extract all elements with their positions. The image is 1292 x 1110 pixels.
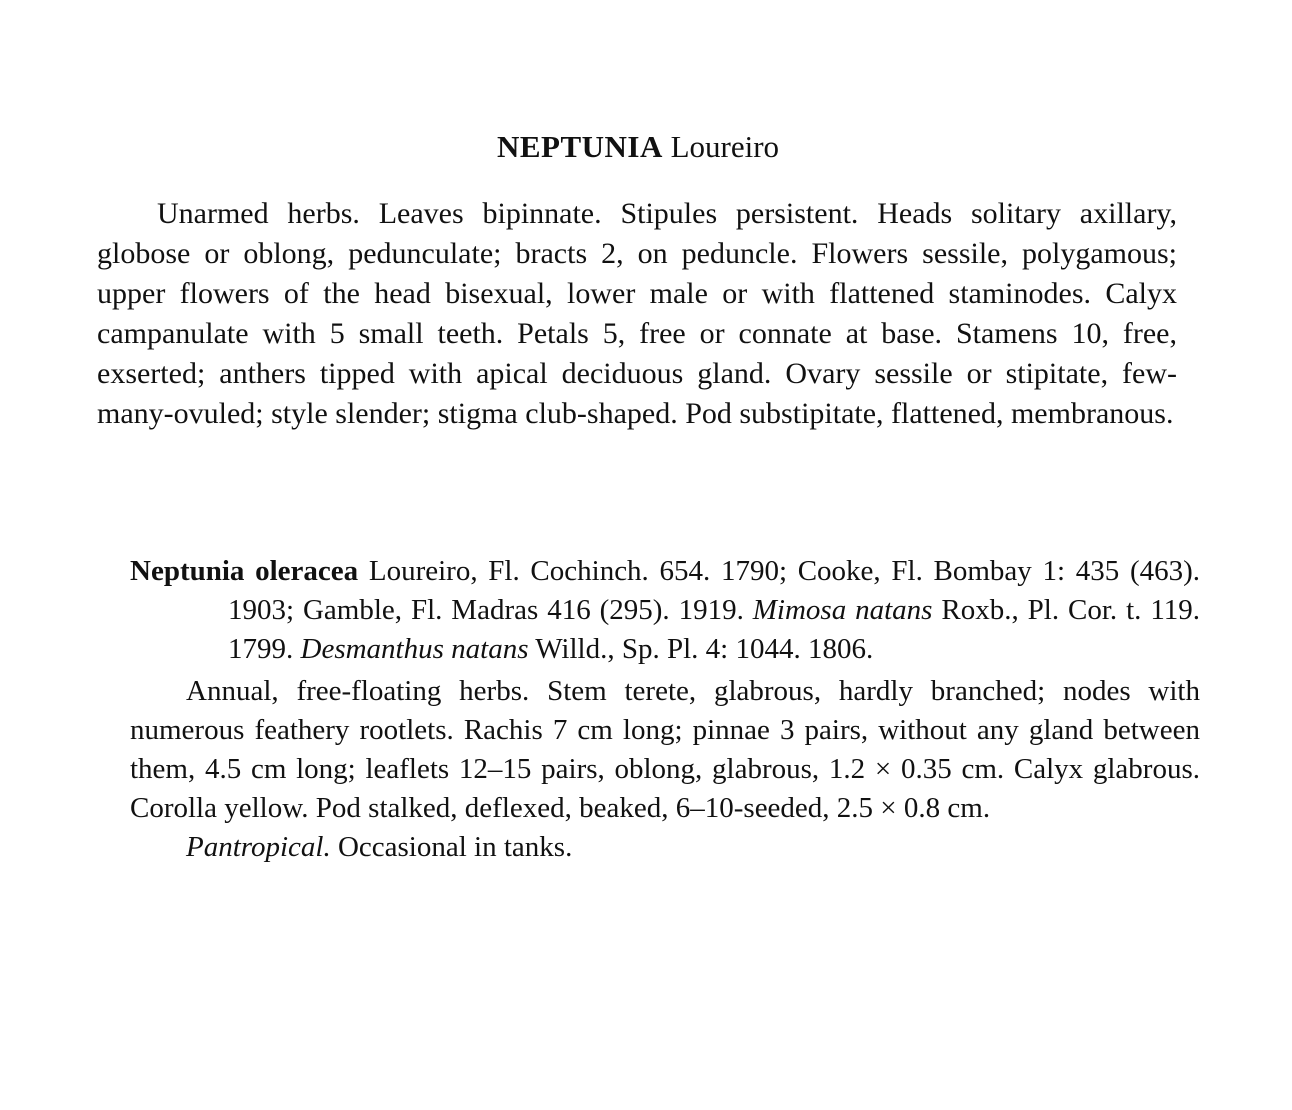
synonym-1-ref: Roxb., Pl. Cor. t. 119. 1799. [228,594,1200,665]
species-entry [130,552,1200,867]
synonym-2-name: Desmanthus natans [300,633,529,665]
synonym-2-ref: Willd., Sp. Pl. 4: 1044. 1806. [535,633,874,665]
species-distribution [130,828,1200,867]
synonym-1-name: Mimosa natans [752,594,933,626]
distribution-region: Pantropical. [186,831,331,863]
citation-main: Loureiro, Fl. Cochinch. 654. 1790; Cooke, Fl. Bombay 1: 435 (463). 1903; Gamble, Fl. Madras 416 (295). 1919. [228,555,1201,626]
species-description: Annual, free-floating herbs. Stem terete, glabrous, hardly branched; nodes with numerous feathery rootlets. Rachis 7 cm long; pinnae 3 pairs, without any gland between them, 4.5 cm long; leaflets 12–15 pairs, oblong, glabrous, 1.2 × 0.35 cm. Calyx glabrous. Corolla yellow. Pod stalked, deflexed, beaked, 6–10-seeded, 2.5 × 0.8 cm. [130,675,1200,824]
distribution-note: Occasional in tanks. [337,831,573,863]
species-name: Neptunia oleracea [130,555,359,587]
genus-description: Unarmed herbs. Leaves bipinnate. Stipules persistent. Heads solitary axillary, globose or oblong, pedunculate; bracts 2, on peduncle. Flowers sessile, polygamous; upper flowers of the head bisexual, lower male or with flattened staminodes. Calyx campanulate with 5 small teeth. Petals 5, free or connate at base. Stamens 10, free, exserted; anthers tipped with apical deciduous gland. Ovary sessile or stipitate, few-many-ovuled; style slender; stigma club-shaped. Pod substipitate, flattened, membranous. [97,197,1177,430]
genus-author: Loureiro [670,129,780,164]
species-citation [130,552,1200,669]
genus-heading [0,127,1276,167]
genus-name: NEPTUNIA [496,129,663,164]
